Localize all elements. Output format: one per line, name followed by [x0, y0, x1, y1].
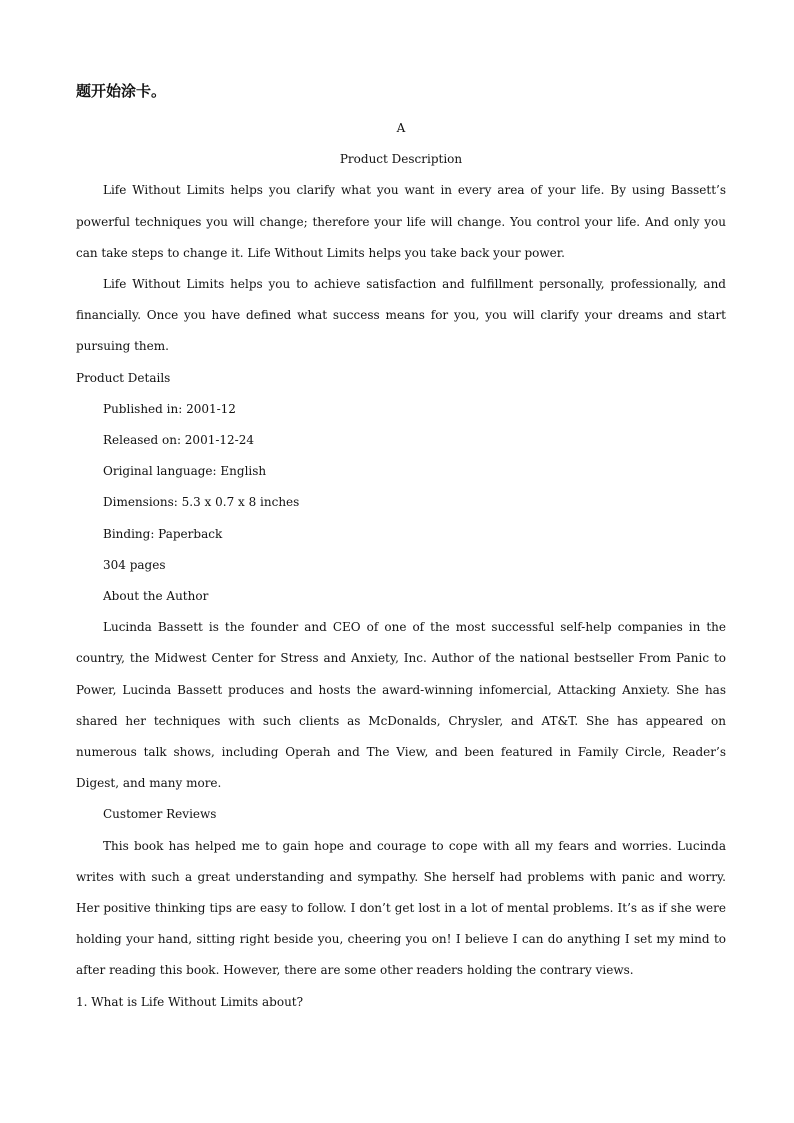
- passage-content: [76, 113, 726, 1018]
- customer-reviews-heading: Customer Reviews: [103, 807, 217, 822]
- section-letter: A: [396, 121, 406, 135]
- question-1: 1. What is Life Without Limits about?: [76, 994, 304, 1009]
- description-paragraph-2: Life Without Limits helps you to achieve satisfaction and fulfillment personally, professionally, and financially. Once you have defined what success means for you, you will clarify your dreams and start pursuing them.: [76, 277, 726, 354]
- about-author-heading: About the Author: [103, 589, 209, 604]
- detail-language: Original language: English: [103, 464, 267, 479]
- detail-published: Published in: 2001-12: [103, 401, 236, 416]
- detail-pages: 304 pages: [103, 557, 166, 572]
- product-description-heading: Product Description: [339, 152, 463, 167]
- about-author-text: Lucinda Bassett is the founder and CEO of one of the most successful self-help companies in the country, the Midwest Center for Stress and Anxiety, Inc. Author of the national bestseller From Panic to Power, Lucinda Bassett produces and hosts the award-winning infomercial, Attacking Anxiety. She has shared her techniques with such clients as McDonalds, Chrysler, and AT&T. She has appeared on numerous talk shows, including Operah and The View, and been featured in Family Circle, Reader’s Digest, and many more.: [76, 620, 726, 791]
- customer-review-text: This book has helped me to gain hope and courage to cope with all my fears and worries. Lucinda writes with such a great understanding and sympathy. She herself had problems with panic and worry. Her positive thinking tips are easy to follow. I don’t get lost in a lot of mental problems. It’s as if she were holding your hand, sitting right beside you, cheering you on! I believe I can do anything I set my mind to after reading this book. However, there are some other readers holding the contrary views.: [76, 838, 726, 978]
- header-note: 题开始涂卡。: [76, 82, 167, 100]
- detail-binding: Binding: Paperback: [103, 526, 223, 541]
- detail-released: Released on: 2001-12-24: [103, 433, 254, 448]
- description-paragraph-1: Life Without Limits helps you clarify what you want in every area of your life. By using Bassett’s powerful techniques you will change; therefore your life will change. You control your life. And only you can take steps to change it. Life Without Limits helps you take back your power.: [76, 183, 726, 260]
- detail-dimensions: Dimensions: 5.3 x 0.7 x 8 inches: [103, 495, 300, 510]
- product-details-heading: Product Details: [76, 370, 171, 385]
